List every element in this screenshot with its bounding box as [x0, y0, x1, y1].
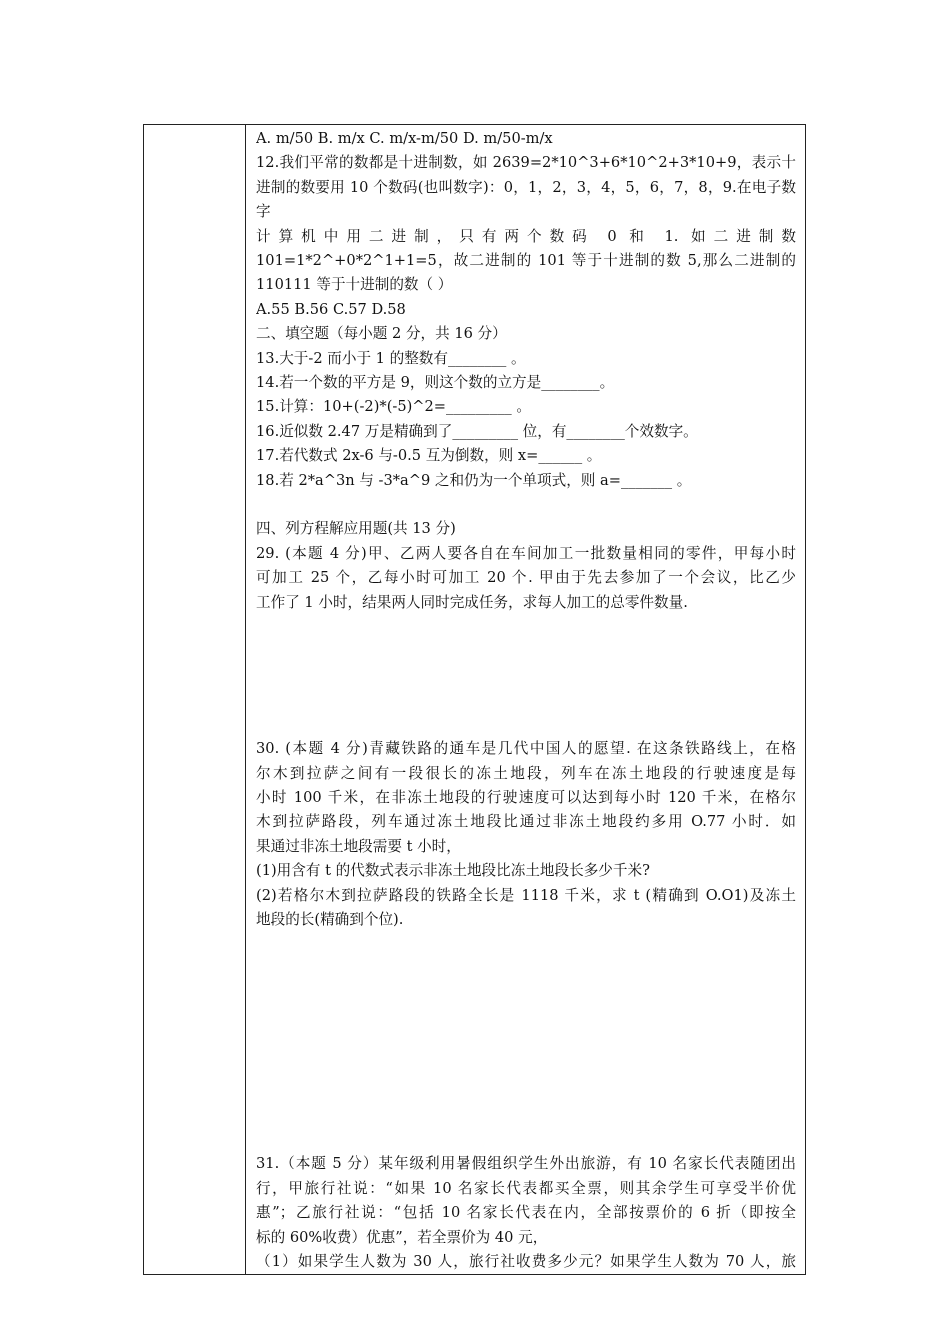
q15: 15.计算：10+(-2)*(-5)^2=_________ 。: [256, 398, 531, 416]
q31-line: 31.（本题 5 分）某年级利用暑假组织学生外出旅游，有 10 名家长代表随团出: [256, 1155, 796, 1173]
q30-line: 30. (本题 4 分)青藏铁路的通车是几代中国人的愿望. 在这条铁路线上，在格: [256, 740, 796, 758]
q30-line: 小时 100 千米，在非冻土地段的行驶速度可以达到每小时 120 千米，在格尔: [256, 788, 796, 806]
worksheet-table: [143, 124, 806, 1275]
q31-line: 标的 60%收费）优惠”，若全票价为 40 元，: [256, 1228, 548, 1246]
q30-part2: 地段的长(精确到个位).: [256, 910, 404, 928]
q30-line: 果通过非冻土地段需要 t 小时，: [256, 837, 461, 855]
q29-line: 可加工 25 个，乙每小时可加工 20 个. 甲由于先去参加了一个会议，比乙少: [256, 569, 796, 587]
q29-line: 工作了 1 小时，结果两人同时完成任务，求每人加工的总零件数量.: [256, 593, 688, 611]
q13: 13.大于-2 而小于 1 的整数有________ 。: [256, 349, 526, 367]
q30-part1: (1)用含有 t 的代数式表示非冻土地段比冻土地段长多少千米?: [256, 862, 650, 880]
q12-line: 计算机中用二进制，只有两个数码 0 和 1. 如二进制数: [256, 227, 796, 245]
q12-line: 110111 等于十进制的数（ ）: [256, 276, 453, 294]
q16: 16.近似数 2.47 万是精确到了_________ 位，有________个效数字。: [256, 422, 698, 440]
q30-part2: (2)若格尔木到拉萨路段的铁路全长是 1118 千米，求 t (精确到 O.O1)及冻土: [256, 886, 796, 904]
q12-line: 101=1*2^+0*2^1+1=5，故二进制的 101 等于十进制的数 5,那么二进制的: [256, 252, 796, 270]
q30-line: 尔木到拉萨之间有一段很长的冻土地段，列车在冻土地段的行驶速度是每: [256, 764, 796, 782]
question-content: [246, 125, 805, 1274]
q12-line: 进制的数要用 10 个数码(也叫数字)：0，1，2，3，4，5，6，7，8，9.在电子数字: [256, 178, 796, 221]
q12-line: 12.我们平常的数都是十进制数，如 2639=2*10^3+6*10^2+3*10+9，表示十: [256, 154, 796, 172]
q18: 18.若 2*a^3n 与 -3*a^9 之和仍为一个单项式，则 a=_______ 。: [256, 471, 692, 489]
q14: 14.若一个数的平方是 9，则这个数的立方是________。: [256, 374, 615, 392]
q11-options: A. m/50 B. m/x C. m/x-m/50 D. m/50-m/x: [256, 130, 553, 147]
q17: 17.若代数式 2x-6 与-0.5 互为倒数，则 x=______ 。: [256, 447, 602, 465]
content-cell: [246, 125, 806, 1275]
q31-line: 行，甲旅行社说：“如果 10 名家长代表都买全票，则其余学生可享受半价优: [256, 1179, 796, 1197]
answer-space: [256, 932, 796, 1152]
q31-part1: （1）如果学生人数为 30 人，旅行社收费多少元？如果学生人数为 70 人，旅: [256, 1252, 796, 1270]
left-column-cell: [144, 125, 246, 1275]
section-equation-heading: 四、列方程解应用题(共 13 分): [256, 520, 456, 538]
section-fill-blank-heading: 二、填空题（每小题 2 分，共 16 分）: [256, 325, 507, 343]
q30-line: 木到拉萨路段，列车通过冻土地段比通过非冻土地段约多用 O.77 小时．如: [256, 813, 796, 831]
answer-space: [256, 615, 796, 737]
q29-line: 29. (本题 4 分)甲、乙两人要各自在车间加工一批数量相同的零件，甲每小时: [256, 544, 796, 562]
q31-line: 惠”；乙旅行社说：“包括 10 名家长代表在内，全部按票价的 6 折（即按全: [256, 1204, 796, 1222]
q12-options: A.55 B.56 C.57 D.58: [256, 300, 406, 318]
blank-line: [256, 493, 796, 517]
